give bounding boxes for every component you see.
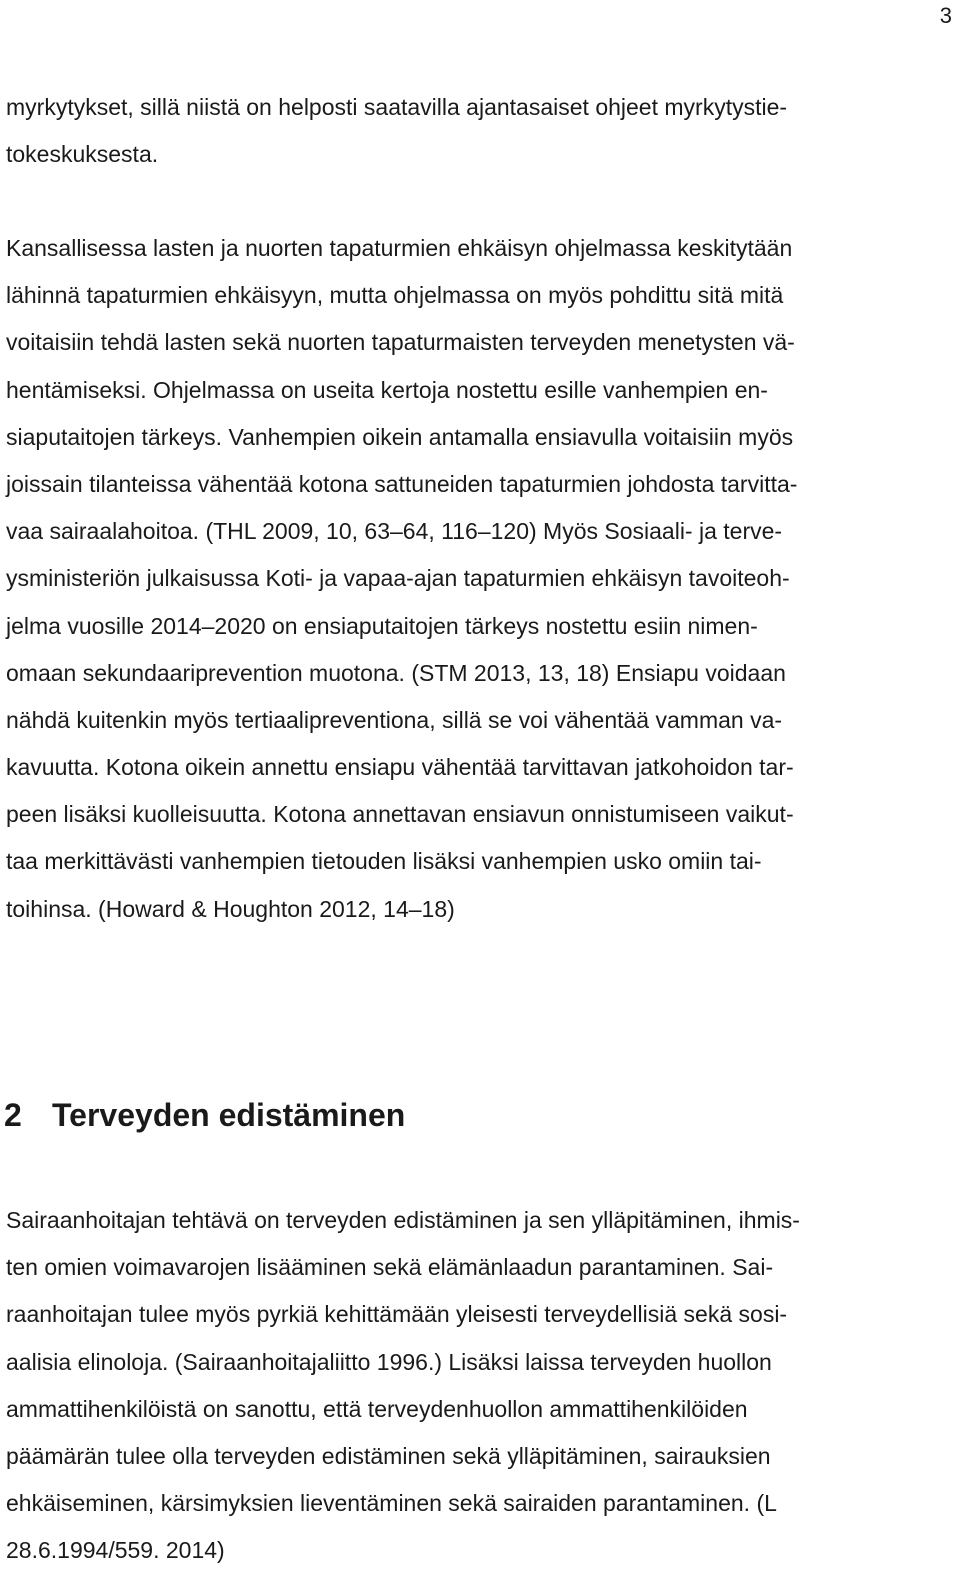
text-line: vaa sairaalahoitoa. (THL 2009, 10, 63–64, 116–120) Myös Sosiaali- ja terve-: [6, 518, 783, 545]
text-line: jelma vuosille 2014–2020 on ensiaputaitojen tärkeys nostettu esiin nimen-: [6, 612, 758, 639]
text-line: Kansallisessa lasten ja nuorten tapaturmien ehkäisyn ohjelmassa keskitytään: [6, 235, 793, 261]
text-line: tokeskuksesta.: [6, 141, 159, 168]
text-line: päämärän tulee olla terveyden edistäminen sekä ylläpitäminen, sairauksien: [6, 1442, 771, 1469]
paragraph-intro-continuation: [6, 84, 954, 178]
text-line: Sairaanhoitajan tehtävä on terveyden edistäminen ja sen ylläpitäminen, ihmis-: [6, 1207, 800, 1233]
section-title: Terveyden edistäminen: [52, 1097, 406, 1133]
text-line: myrkytykset, sillä niistä on helposti saatavilla ajantasaiset ohjeet myrkytystie-: [6, 94, 788, 120]
text-line: toihinsa. (Howard & Houghton 2012, 14–18): [6, 895, 455, 922]
page-number: 3: [939, 3, 952, 28]
text-line: ammattihenkilöistä on sanottu, että terveydenhuollon ammattihenkilöiden: [6, 1395, 748, 1422]
text-line: raanhoitajan tulee myös pyrkiä kehittämään yleisesti terveydellisiä sekä sosi-: [6, 1301, 788, 1328]
text-line: taa merkittävästi vanhempien tietouden lisäksi vanhempien usko omiin tai-: [6, 848, 762, 875]
text-line: siaputaitojen tärkeys. Vanhempien oikein antamalla ensiavulla voitaisiin myös: [6, 423, 794, 450]
paragraph-health-promotion: [6, 1197, 954, 1575]
text-line: peen lisäksi kuolleisuutta. Kotona annettavan ensiavun onnistumiseen vaikut-: [6, 801, 794, 828]
text-line: voitaisiin tehdä lasten sekä nuorten tapaturmaisten terveyden menetysten vä-: [6, 329, 795, 356]
text-line: omaan sekundaariprevention muotona. (STM 2013, 13, 18) Ensiapu voidaan: [6, 659, 786, 686]
text-line: 28.6.1994/559. 2014): [6, 1537, 225, 1564]
text-line: ten omien voimavarojen lisääminen sekä elämänlaadun parantaminen. Sai-: [6, 1254, 774, 1281]
text-line: hentämiseksi. Ohjelmassa on useita kertoja nostettu esille vanhempien en-: [6, 376, 768, 403]
text-line: lähinnä tapaturmien ehkäisyyn, mutta ohjelmassa on myös pohdittu sitä mitä: [6, 282, 784, 309]
text-line: nähdä kuitenkin myös tertiaalipreventiona, sillä se voi vähentää vamman va-: [6, 706, 783, 733]
text-line: joissain tilanteissa vähentää kotona sattuneiden tapaturmien johdosta tarvitta-: [6, 470, 798, 497]
text-line: aalisia elinoloja. (Sairaanhoitajaliitto 1996.) Lisäksi laissa terveyden huollon: [6, 1348, 772, 1375]
paragraph-injury-prevention-program: [6, 225, 954, 933]
section-heading: [4, 1094, 405, 1136]
section-number: 2: [4, 1097, 22, 1133]
text-line: ehkäiseminen, kärsimyksien lieventäminen sekä sairaiden parantaminen. (L: [6, 1490, 777, 1517]
text-line: kavuutta. Kotona oikein annettu ensiapu vähentää tarvittavan jatkohoidon tar-: [6, 754, 794, 781]
text-line: ysministeriön julkaisussa Koti- ja vapaa-ajan tapaturmien ehkäisyn tavoiteoh-: [6, 565, 790, 592]
